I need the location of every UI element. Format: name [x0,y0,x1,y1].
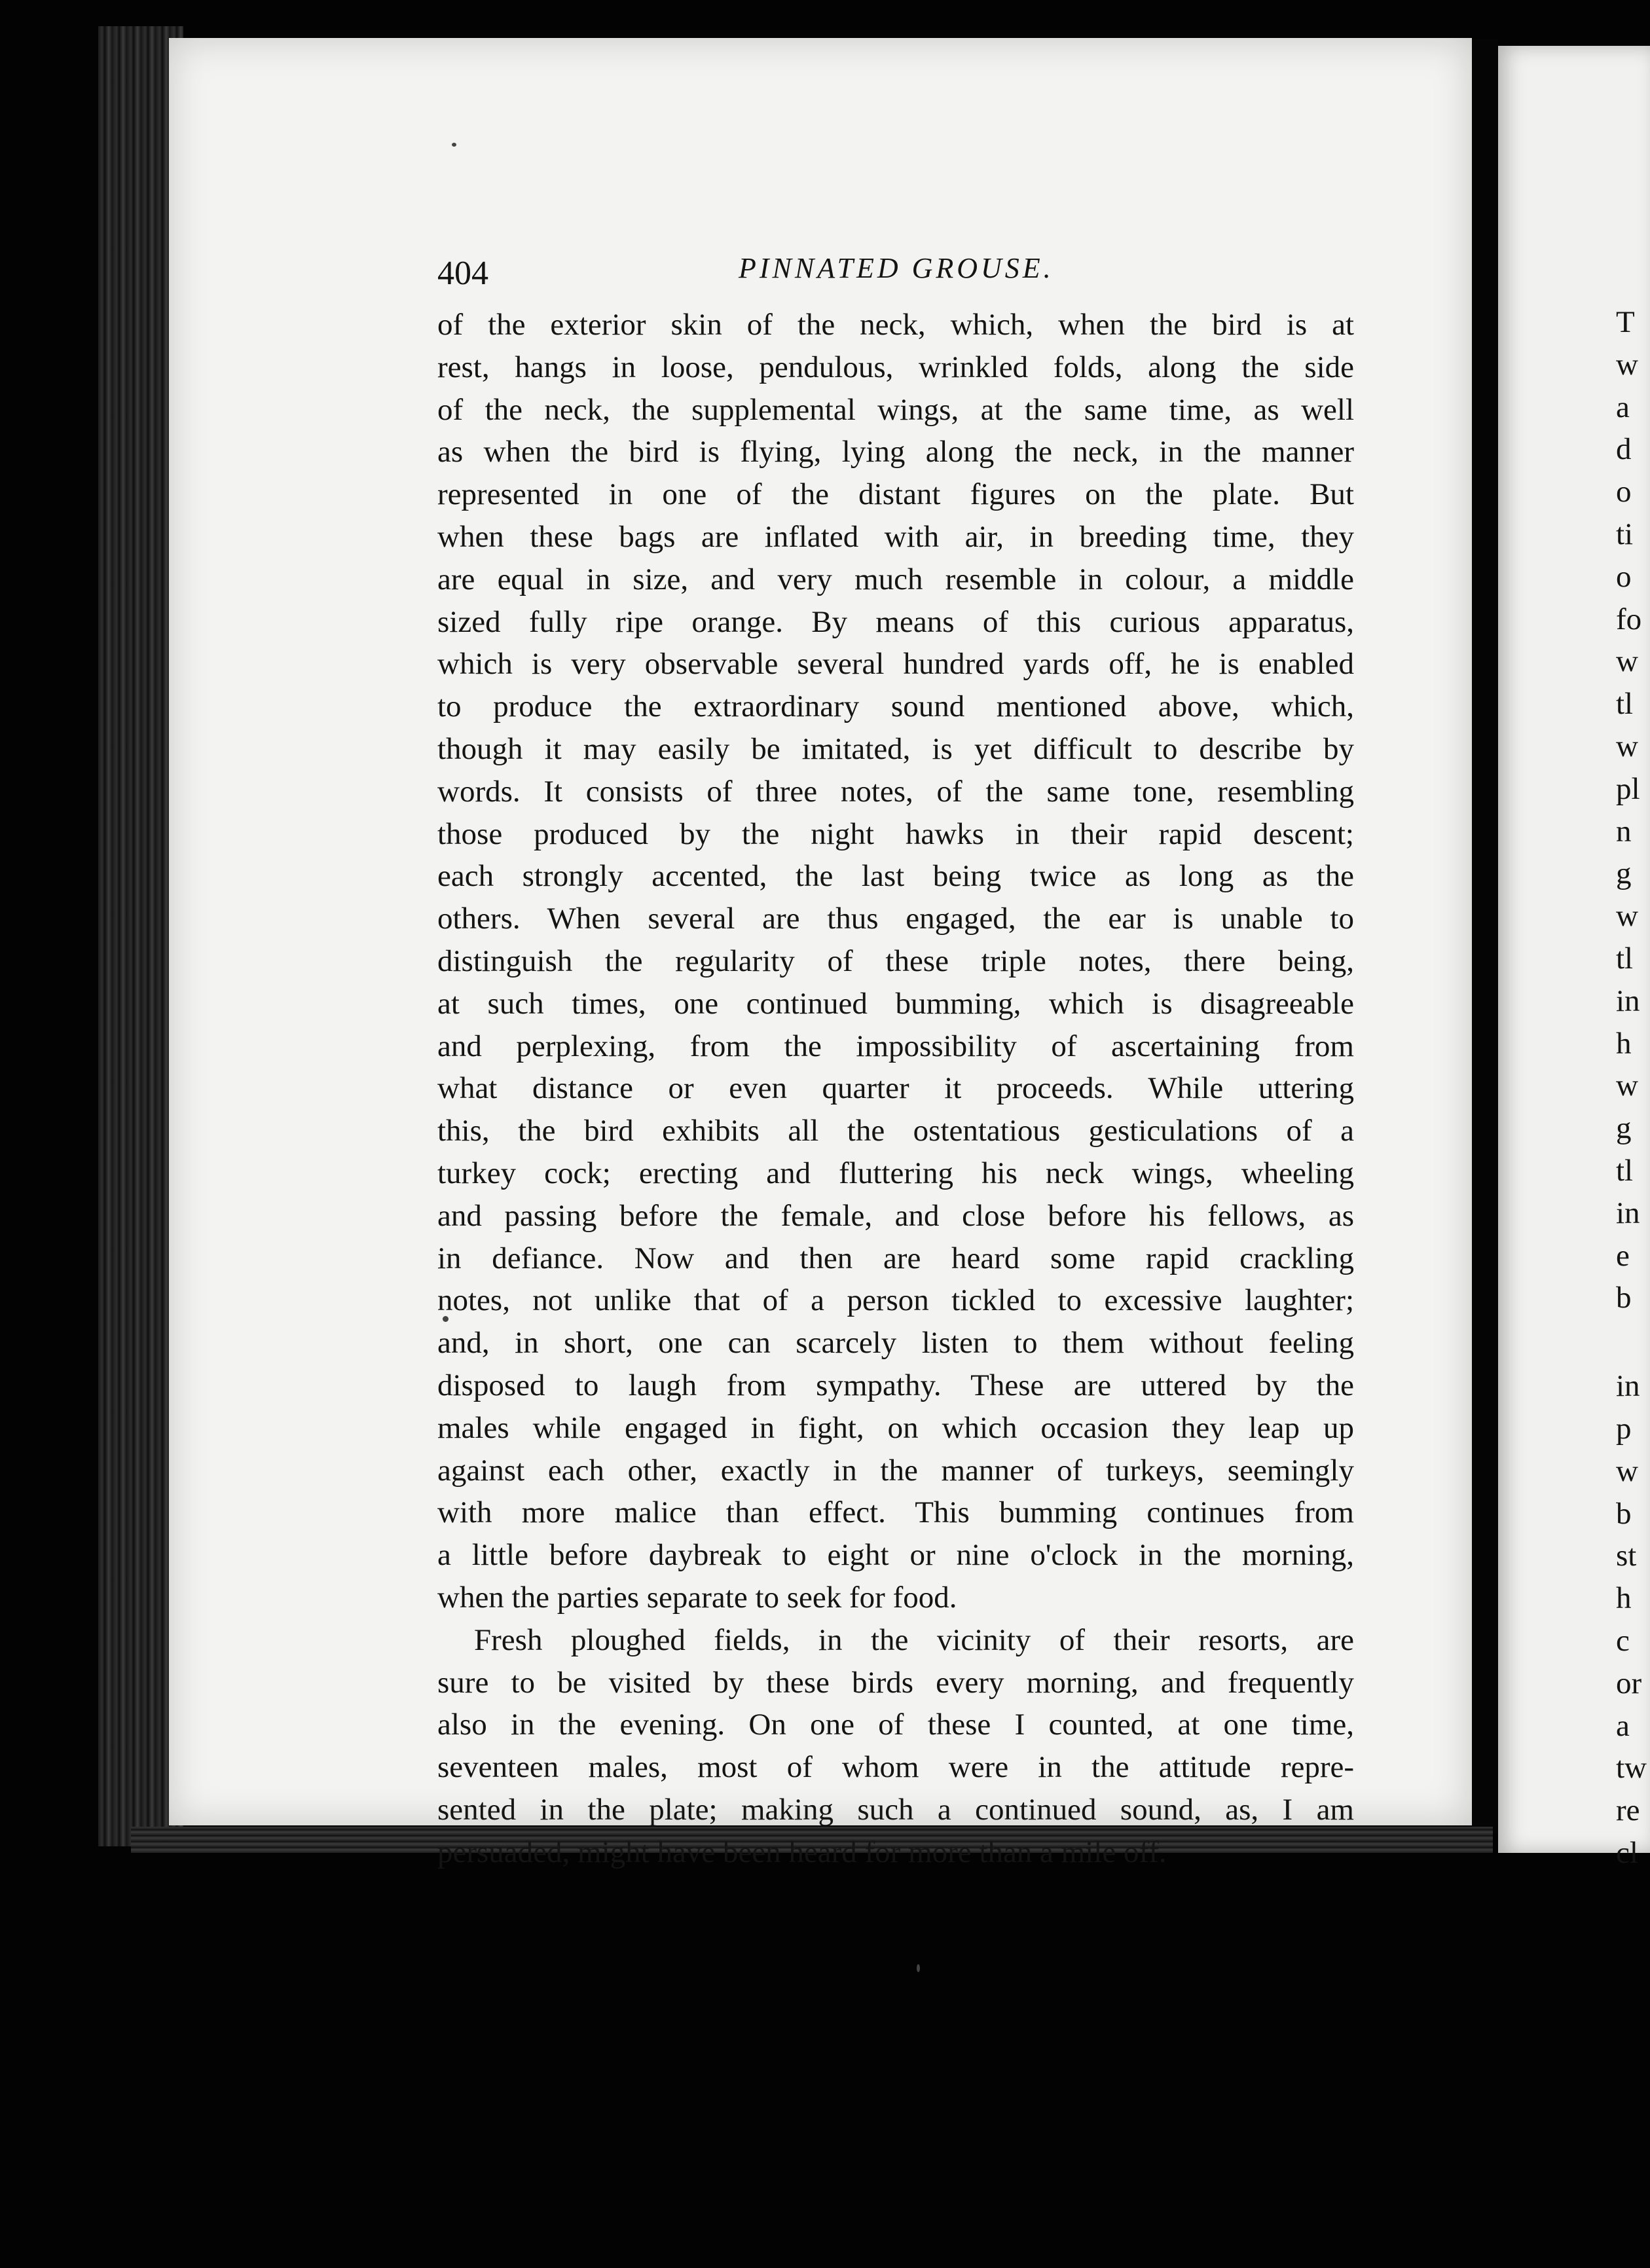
right-page-line-fragment: w [1616,729,1638,763]
right-page-line-fragment: tl [1616,1153,1634,1188]
dust-speck [917,1964,920,1972]
right-page-line-fragment: g [1616,1111,1632,1146]
text-line: words. It consists of three notes, of the same tone, resembling [437,774,1354,809]
text-line: distinguish the regularity of these triple notes, there being, [437,943,1354,978]
right-page-line-fragment: h [1616,1581,1632,1616]
paragraph-gap [1616,1319,1650,1365]
right-page-line-fragment: in [1616,1369,1640,1404]
right-page-line-fragment: g [1616,856,1632,891]
text-line: this, the bird exhibits all the ostentatious gesticulations of a [437,1114,1354,1148]
text-line: and passing before the female, and close before his fellows, as [437,1198,1354,1233]
text-line: represented in one of the distant figures on the plate. But [437,477,1354,512]
text-line: others. When several are thus engaged, the ear is unable to [437,902,1354,936]
right-page-line-fragment: e [1616,1238,1630,1273]
right-page-line-fragment: w [1616,899,1638,934]
text-line: at such times, one continued bumming, which is disagreeable [437,986,1354,1021]
right-page-line-fragment: tl [1616,687,1634,722]
right-page-line-fragment: ti [1616,517,1634,551]
text-line: in defiance. Now and then are heard some rapid crackling [437,1241,1354,1275]
text-line: when the parties separate to seek for food. [437,1580,957,1615]
right-page-line-fragment: w [1616,644,1638,679]
right-page-line-fragment: tl [1616,941,1634,976]
right-page-line-fragment: cl [1616,1835,1638,1870]
text-line: are equal in size, and very much resemble in colour, a middle [437,562,1354,596]
text-line: sure to be visited by these birds every morning, and frequently [437,1665,1354,1700]
text-line: what distance or even quarter it proceeds. While uttering [437,1071,1354,1106]
text-line: as when the bird is flying, lying along the neck, in the manner [437,435,1354,469]
right-page-line-fragment: p [1616,1411,1632,1446]
right-page-line-fragment: b [1616,1281,1632,1315]
text-line: turkey cock; erecting and fluttering his neck wings, wheeling [437,1156,1354,1190]
text-line: when these bags are inflated with air, in breeding time, they [437,519,1354,554]
text-line: to produce the extraordinary sound mentioned above, which, [437,689,1354,724]
page-number: 404 [437,255,488,292]
right-page-line-fragment: in [1616,983,1640,1018]
text-line: also in the evening. On one of these I counted, at one time, [437,1708,1354,1742]
right-page-line-fragment: w [1616,1454,1638,1488]
text-line: which is very observable several hundred yards off, he is enabled [437,647,1354,682]
text-line: Fresh ploughed fields, in the vicinity of their resorts, are [474,1622,1354,1657]
text-line: sented in the plate; making such a continued sound, as, I am [437,1792,1354,1827]
right-page-line-fragment: pl [1616,771,1640,806]
right-page-text-fragments [1616,301,1650,1875]
right-page-line-fragment: or [1616,1666,1642,1700]
text-line: disposed to laugh from sympathy. These are uttered by the [437,1368,1354,1402]
right-page-line-fragment: in [1616,1196,1640,1230]
right-page-line-fragment: a [1616,390,1630,424]
right-page-line-fragment: T [1616,305,1635,339]
right-page-line-fragment: fo [1616,602,1642,636]
text-line: males while engaged in fight, on which occasion they leap up [437,1410,1354,1445]
right-page-line-fragment: h [1616,1026,1632,1061]
running-head: PINNATED GROUSE. [739,252,1054,284]
text-line: against each other, exactly in the manner of turkeys, seemingly [437,1453,1354,1488]
text-line: seventeen males, most of whom were in the attitude repre- [437,1750,1354,1785]
right-page-line-fragment: re [1616,1793,1640,1828]
text-line: rest, hangs in loose, pendulous, wrinkled folds, along the side [437,350,1354,384]
right-page-line-fragment: o [1616,559,1632,594]
text-line: and, in short, one can scarcely listen to them without feeling [437,1326,1354,1361]
text-line: though it may easily be imitated, is yet difficult to describe by [437,731,1354,766]
text-line: notes, not unlike that of a person tickled to excessive laughter; [437,1283,1354,1318]
right-page-line-fragment: n [1616,814,1632,849]
page-gutter [1472,39,1498,1833]
right-page-line-fragment: w [1616,347,1638,382]
text-line: those produced by the night hawks in their rapid descent; [437,816,1354,851]
text-line: with more malice than effect. This bumming continues from [437,1495,1354,1530]
text-line: a little before daybreak to eight or nine o'clock in the morning, [437,1538,1354,1573]
text-line: each strongly accented, the last being twice as long as the [437,859,1354,894]
text-line: sized fully ripe orange. By means of this curious apparatus, [437,604,1354,639]
text-line: and perplexing, from the impossibility of ascertaining from [437,1029,1354,1063]
right-page-line-fragment: a [1616,1708,1630,1743]
left-page-text [437,249,1354,1873]
right-page-line-fragment: c [1616,1623,1630,1658]
text-line: of the neck, the supplemental wings, at the same time, as well [437,392,1354,427]
right-page-line-fragment: st [1616,1539,1637,1573]
text-line: persuaded, might have been heard for more than a mile off. [437,1835,1167,1869]
right-page-line-fragment: w [1616,1069,1638,1103]
right-page-line-fragment: tw [1616,1751,1647,1785]
text-line: of the exterior skin of the neck, which, when the bird is at [437,308,1354,342]
body-text [437,304,1354,1873]
right-page-line-fragment: o [1616,475,1632,509]
right-page-line-fragment: d [1616,432,1632,467]
dust-speck [452,143,456,147]
page-header [437,249,1354,304]
right-page-line-fragment: b [1616,1496,1632,1531]
